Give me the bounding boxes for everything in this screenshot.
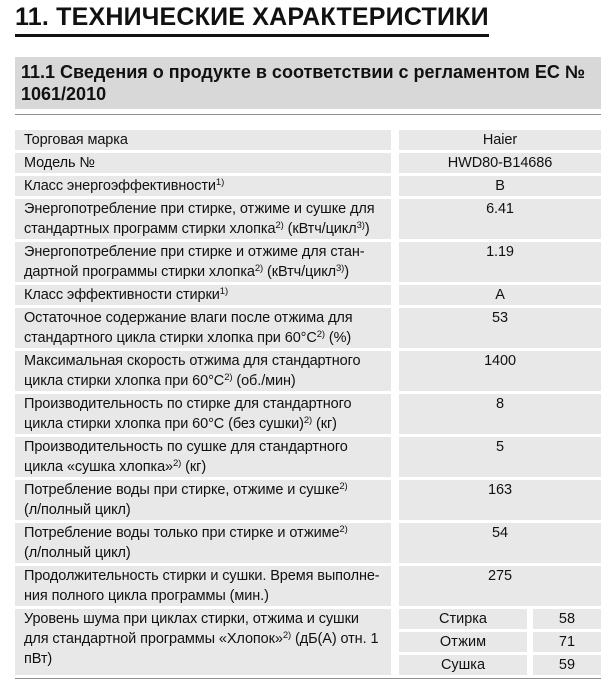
row-label [15, 285, 391, 305]
row-label-text: ) [344, 263, 349, 280]
section-heading-line1: 11.1 Сведения о продукте в соответствии с регламентом ЕС № [21, 61, 585, 82]
footnote-marker: 3) [356, 219, 365, 231]
table-row [15, 176, 601, 196]
row-label-text: Торговая марка [24, 131, 128, 148]
footnote-marker: 2) [303, 414, 313, 426]
row-label-text: (%) [324, 329, 352, 346]
row-label-text: (кВтч/цикл [283, 220, 357, 237]
row-label [15, 199, 391, 239]
noise-sub-row [399, 609, 601, 629]
row-label [15, 308, 391, 348]
table-row [15, 566, 601, 606]
footnote-marker: 2) [316, 328, 325, 340]
row-label [15, 130, 391, 150]
row-value: 163 [399, 480, 601, 520]
row-label [15, 437, 391, 477]
row-label-text: Потребление воды только при стирке и отжиме [24, 524, 340, 541]
row-value: 275 [399, 566, 601, 606]
row-value: B [399, 176, 601, 196]
row-value: 53 [399, 308, 601, 348]
noise-cycle-label: Стирка [399, 609, 527, 629]
section-heading [15, 57, 601, 109]
row-label-text: Производительность по сушке для стандартного [24, 438, 348, 455]
row-label-text: Продолжительность стирки и сушки. Время выполне- [24, 567, 380, 584]
row-label-text: (кг) [181, 458, 207, 475]
row-value: A [399, 285, 601, 305]
row-label-text: цикла стирки хлопка при 60°C [24, 372, 225, 389]
row-label-text: Уровень шума при циклах стирки, отжима и сушки [24, 610, 359, 627]
row-label-text: Остаточное содержание влаги после отжима для [24, 309, 353, 326]
footnote-marker: 2) [275, 219, 284, 231]
row-label-text: Максимальная скорость отжима для стандартного [24, 352, 361, 369]
row-label-text: (дБ(А) отн. 1 [291, 630, 379, 647]
row-label-text: Модель № [24, 154, 95, 171]
row-label-text: (кВтч/цикл [263, 263, 336, 280]
row-label-text: цикла «сушка хлопка» [24, 458, 173, 475]
noise-value: 71 [533, 632, 601, 652]
noise-cycle-label: Сушка [399, 655, 527, 675]
noise-sub-row [399, 655, 601, 675]
row-label [15, 523, 391, 563]
footnote-marker: 3) [335, 262, 345, 274]
table-row [15, 308, 601, 348]
spec-table [15, 130, 601, 675]
footnote-marker: 1) [215, 176, 225, 188]
row-label-text: Класс эффективности стирки [24, 286, 220, 303]
noise-values [399, 609, 601, 675]
row-label [15, 153, 391, 173]
row-label-text: стандартного цикла стирки хлопка при 60°C [24, 329, 317, 346]
row-label-text: Потребление воды при стирке, отжиме и сушке [24, 481, 340, 498]
row-label-text: стандартных программ стирки хлопка [24, 220, 276, 237]
row-label [15, 242, 391, 282]
table-row [15, 242, 601, 282]
row-value: Haier [399, 130, 601, 150]
row-label [15, 351, 391, 391]
row-label [15, 480, 391, 520]
row-label-text: ) [364, 220, 370, 237]
noise-cycle-label: Отжим [399, 632, 527, 652]
table-top-rule [15, 114, 601, 115]
table-row [15, 523, 601, 563]
row-label-text: (об./мин) [232, 372, 296, 389]
row-label-text: цикла стирки хлопка при 60°C (без сушки) [24, 415, 304, 432]
row-value: 6.41 [399, 199, 601, 239]
table-bottom-rule [15, 678, 601, 679]
noise-value: 58 [533, 609, 601, 629]
row-label [15, 566, 391, 606]
footnote-marker: 1) [219, 285, 229, 297]
row-label-text: пВт) [24, 650, 53, 667]
row-label-text: ния полного цикла программы (мин.) [24, 587, 269, 604]
noise-value: 59 [533, 655, 601, 675]
table-row [15, 130, 601, 150]
row-label-text: (л/полный цикл) [24, 544, 131, 561]
row-label [15, 609, 391, 675]
table-row [15, 437, 601, 477]
row-label-text: (кг) [312, 415, 337, 432]
table-row [15, 609, 601, 675]
row-label-text: дартной программы стирки хлопка [24, 263, 255, 280]
section-heading-line2: 1061/2010 [21, 83, 107, 104]
page-title: 11. ТЕХНИЧЕСКИЕ ХАРАКТЕРИСТИКИ [15, 4, 489, 37]
footnote-marker: 2) [224, 371, 233, 383]
footnote-marker: 2) [339, 523, 348, 535]
row-label [15, 176, 391, 196]
row-value: 54 [399, 523, 601, 563]
table-row [15, 153, 601, 173]
row-value: 5 [399, 437, 601, 477]
noise-sub-row [399, 632, 601, 652]
footnote-marker: 2) [254, 262, 264, 274]
row-value: 1400 [399, 351, 601, 391]
row-label [15, 394, 391, 434]
row-label-text: Класс энергоэффективности [24, 177, 216, 194]
footnote-marker: 2) [339, 480, 348, 492]
row-label-text: Производительность по стирке для стандартного [24, 395, 352, 412]
row-label-text: для стандартной программы «Хлопок» [24, 630, 283, 647]
footnote-marker: 2) [282, 629, 292, 641]
footnote-marker: 2) [173, 457, 182, 469]
table-row [15, 199, 601, 239]
table-row [15, 480, 601, 520]
row-value: 1.19 [399, 242, 601, 282]
row-value: HWD80-B14686 [399, 153, 601, 173]
row-label-text: Энергопотребление при стирке, отжиме и сушке для [24, 200, 375, 217]
table-row [15, 394, 601, 434]
table-row [15, 285, 601, 305]
row-value: 8 [399, 394, 601, 434]
row-label-text: Энергопотребление при стирке и отжиме для стан- [24, 243, 365, 260]
table-row [15, 351, 601, 391]
row-label-text: (л/полный цикл) [24, 501, 131, 518]
